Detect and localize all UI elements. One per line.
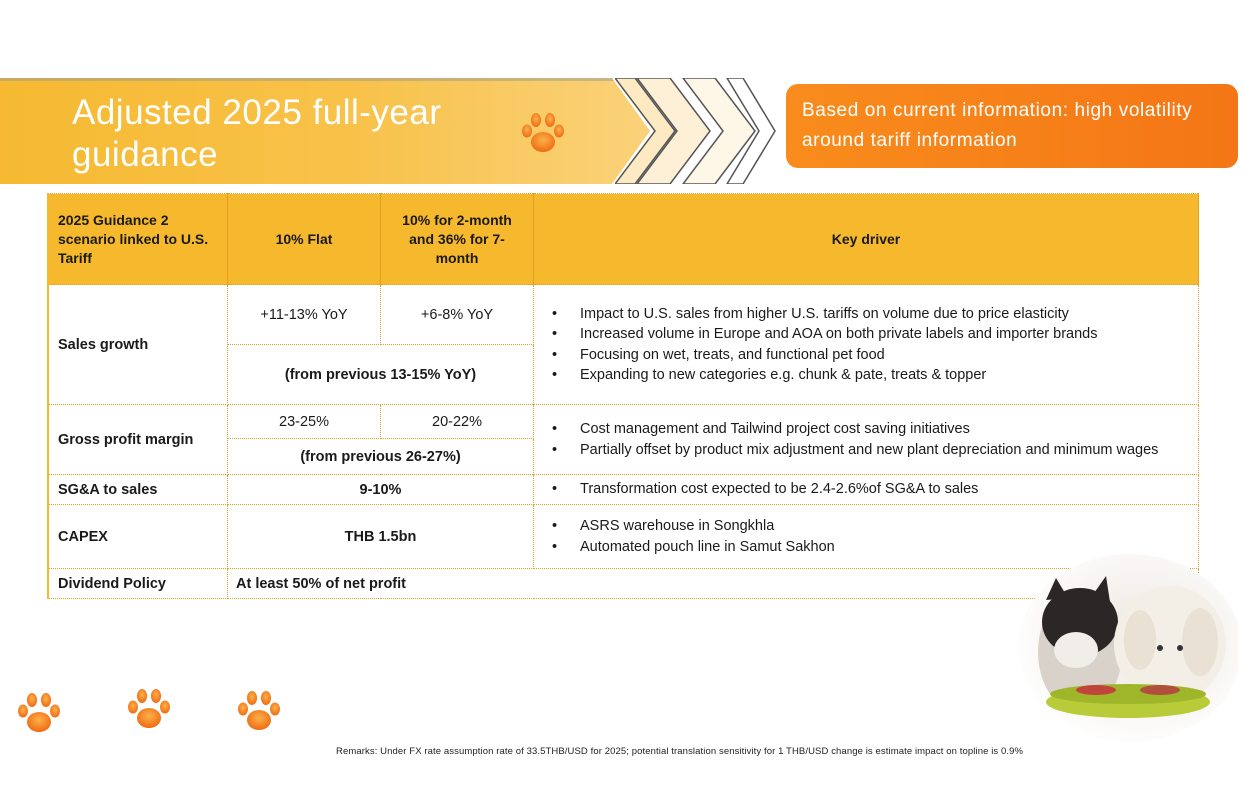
row-label-dividend: Dividend Policy bbox=[48, 569, 228, 599]
guidance-table bbox=[47, 193, 1199, 599]
capex-value: THB 1.5bn bbox=[228, 505, 534, 569]
volatility-note: Based on current information: high volatility around tariff information bbox=[786, 84, 1238, 168]
dividend-value: At least 50% of net profit bbox=[228, 569, 1199, 599]
sga-value: 9-10% bbox=[228, 475, 534, 505]
sales-growth-flat: +11-13% YoY bbox=[228, 285, 381, 345]
driver-list bbox=[542, 419, 1190, 460]
gross-margin-flat: 23-25% bbox=[228, 405, 381, 439]
list-item: • Increased volume in Europe and AOA on both private labels and importer brands bbox=[566, 324, 1190, 345]
guidance-table-container bbox=[47, 193, 1198, 599]
gross-margin-drivers bbox=[534, 405, 1199, 475]
table-row bbox=[48, 475, 1199, 505]
list-item: • Focusing on wet, treats, and functional pet food bbox=[566, 345, 1190, 366]
list-item: • Automated pouch line in Samut Sakhon bbox=[566, 537, 1190, 558]
table-row bbox=[48, 405, 1199, 439]
paw-icon bbox=[234, 688, 284, 734]
page-title: Adjusted 2025 full-year guidance bbox=[72, 93, 442, 174]
row-label-sales-growth: Sales growth bbox=[48, 285, 228, 405]
list-item: • ASRS warehouse in Songkhla bbox=[566, 516, 1190, 537]
list-item: • Transformation cost expected to be 2.4-2.6%of SG&A to sales bbox=[566, 479, 1190, 500]
table-header-row bbox=[48, 194, 1199, 285]
column-header-flat: 10% Flat bbox=[228, 194, 381, 285]
pet-photo-image bbox=[1010, 552, 1238, 744]
driver-list bbox=[542, 516, 1190, 557]
column-header-guidance: 2025 Guidance 2 scenario linked to U.S. Tariff bbox=[48, 194, 228, 285]
sales-growth-scenario2: +6-8% YoY bbox=[381, 285, 534, 345]
paw-icon bbox=[14, 690, 64, 736]
sga-drivers bbox=[534, 475, 1199, 505]
sales-growth-previous: (from previous 13-15% YoY) bbox=[228, 345, 534, 405]
table-accent-border bbox=[47, 193, 49, 599]
remarks-footnote: Remarks: Under FX rate assumption rate of 33.5THB/USD for 2025; potential translation sensitivity for 1 THB/USD change is estimate impact on topline is 0.9% bbox=[336, 746, 1024, 757]
chevron-arrow-icon bbox=[615, 78, 785, 184]
gross-margin-scenario2: 20-22% bbox=[381, 405, 534, 439]
driver-list bbox=[542, 304, 1190, 386]
list-item: • Partially offset by product mix adjustment and new plant depreciation and minimum wages bbox=[566, 440, 1190, 461]
paw-icon bbox=[124, 686, 174, 732]
paw-icon bbox=[518, 110, 568, 156]
list-item: • Expanding to new categories e.g. chunk & pate, treats & topper bbox=[566, 365, 1190, 386]
driver-list bbox=[542, 479, 1190, 500]
column-header-scenario2: 10% for 2-month and 36% for 7-month bbox=[381, 194, 534, 285]
gross-margin-previous: (from previous 26-27%) bbox=[228, 439, 534, 475]
list-item: • Impact to U.S. sales from higher U.S. tariffs on volume due to price elasticity bbox=[566, 304, 1190, 325]
column-header-key-driver: Key driver bbox=[534, 194, 1199, 285]
table-row bbox=[48, 285, 1199, 345]
sales-growth-drivers bbox=[534, 285, 1199, 405]
list-item: • Cost management and Tailwind project cost saving initiatives bbox=[566, 419, 1190, 440]
row-label-capex: CAPEX bbox=[48, 505, 228, 569]
row-label-sga: SG&A to sales bbox=[48, 475, 228, 505]
row-label-gross-margin: Gross profit margin bbox=[48, 405, 228, 475]
